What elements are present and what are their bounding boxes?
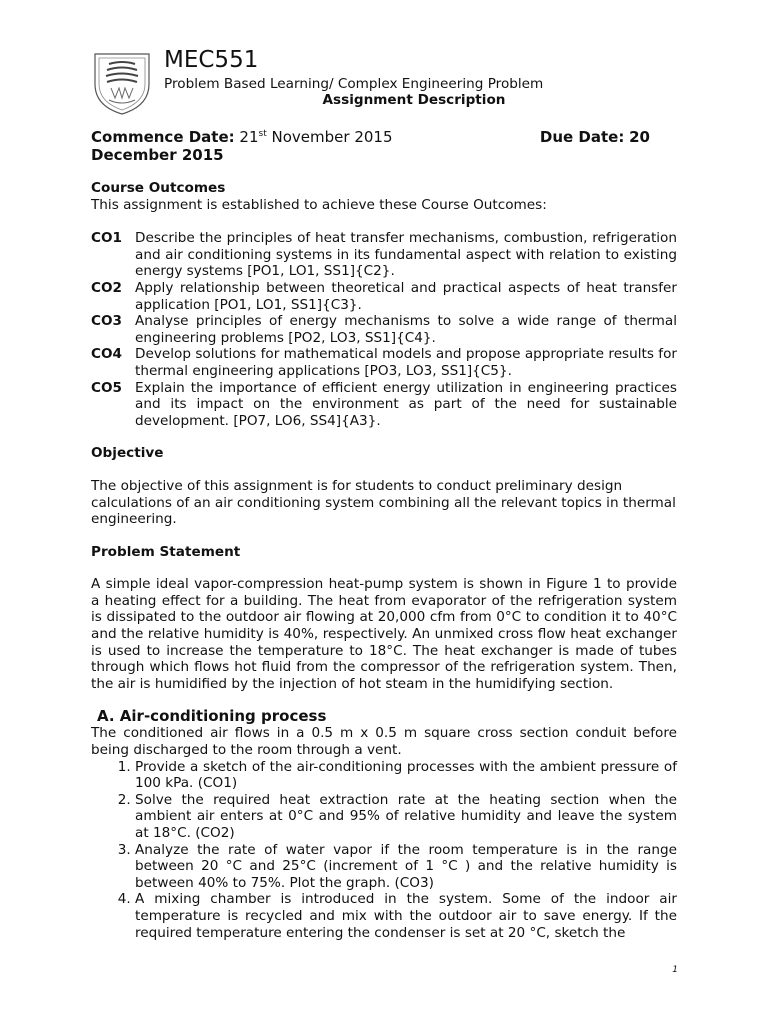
- due-day: 20: [629, 128, 650, 146]
- course-outcomes-intro: This assignment is established to achieve these Course Outcomes:: [91, 196, 547, 213]
- co-code: CO5: [91, 379, 122, 396]
- section-a-questions: [91, 759, 677, 942]
- due-label: Due Date:: [539, 128, 625, 146]
- question-item: 2. Solve the required heat extraction rate at the heating section when the ambient air enters at 0°C and 95% of relative humidity and leave the system at 18°C. (CO2): [135, 792, 677, 842]
- co-description: Explain the importance of efficient energy utilization in engineering practices and its impact on the environment as part of the need for sustainable development. [PO7, LO6, SS4]{A3}.: [135, 379, 677, 429]
- course-outcome-item: [91, 280, 677, 313]
- co-code: CO4: [91, 346, 122, 363]
- course-code: MEC551: [164, 47, 259, 73]
- commence-month-year: November 2015: [271, 128, 393, 146]
- co-description: Apply relationship between theoretical and practical aspects of heat transfer application [PO1, LO1, SS1]{C3}.: [135, 279, 677, 313]
- commence-suffix: st: [258, 129, 267, 139]
- question-item: 3. Analyze the rate of water vapor if the room temperature is in the range between 20 °C and 25°C (increment of 1 °C ) and the relative humidity is between 40% to 75%. Plot the graph. (CO3): [135, 842, 677, 892]
- question-item: 4. A mixing chamber is introduced in the system. Some of the indoor air temperature is recycled and mix with the outdoor air to save energy. If the required temperature entering the condenser is set at 20 °C, sketch the: [135, 891, 677, 941]
- document-type: Assignment Description: [322, 92, 506, 108]
- co-description: Analyse principles of energy mechanisms to solve a wide range of thermal engineering problems [PO2, LO3, SS1]{C4}.: [135, 313, 677, 346]
- commence-day: 21: [239, 128, 259, 146]
- due-date: [540, 128, 650, 146]
- dates-row: [91, 128, 677, 164]
- commence-label: Commence Date:: [91, 128, 235, 146]
- co-description: Describe the principles of heat transfer mechanisms, combustion, refrigeration and air conditioning systems in its fundamental aspect with relation to existing energy systems [PO1, LO1, SS1]{C2}.: [135, 230, 677, 280]
- course-outcome-item: [91, 313, 677, 346]
- problem-statement-text: A simple ideal vapor-compression heat-pump system is shown in Figure 1 to provide a heating effect for a building. The heat from evaporator of the refrigeration system is dissipated to the outdoor air flowing at 20,000 cfm from 0°C to condition it to 40°C and the relative humidity is 40%, respectively. An unmixed cross flow heat exchanger is used to increase the temperature to 18°C. The heat exchanger is made of tubes through which flows hot fluid from the compressor of the refrigeration system. Then, the air is humidified by the injection of hot steam in the humidifying section.: [91, 576, 677, 692]
- course-outcomes-heading: Course Outcomes: [91, 180, 226, 196]
- commence-date: [91, 128, 393, 146]
- section-a-intro: The conditioned air flows in a 0.5 m x 0.5 m square cross section conduit before being discharged to the room through a vent.: [91, 725, 677, 759]
- document-page: [91, 44, 677, 941]
- co-code: CO1: [91, 230, 122, 247]
- objective-heading: Objective: [91, 445, 164, 462]
- question-item: 1. Provide a sketch of the air-conditioning processes with the ambient pressure of 100 kPa. (CO1): [135, 759, 677, 792]
- course-outcome-item: [91, 380, 677, 430]
- course-outcomes-list: [91, 230, 677, 429]
- problem-statement-heading: Problem Statement: [91, 543, 241, 560]
- co-code: CO2: [91, 279, 122, 296]
- header: [91, 44, 677, 110]
- subtitle: Problem Based Learning/ Complex Engineering Problem: [164, 76, 544, 92]
- course-outcome-item: [91, 346, 677, 379]
- due-month-year: December 2015: [91, 146, 224, 164]
- section-a-heading: A. Air-conditioning process: [97, 707, 327, 726]
- objective-text: The objective of this assignment is for students to conduct preliminary design calculations of an air conditioning system combining all the relevant topics in thermal engineering.: [91, 477, 676, 528]
- course-outcome-item: [91, 230, 677, 280]
- page-number: 1: [672, 965, 678, 975]
- co-code: CO3: [91, 313, 122, 330]
- co-description: Develop solutions for mathematical models and propose appropriate results for thermal engineering applications [PO3, LO3, SS1]{C5}.: [135, 346, 677, 379]
